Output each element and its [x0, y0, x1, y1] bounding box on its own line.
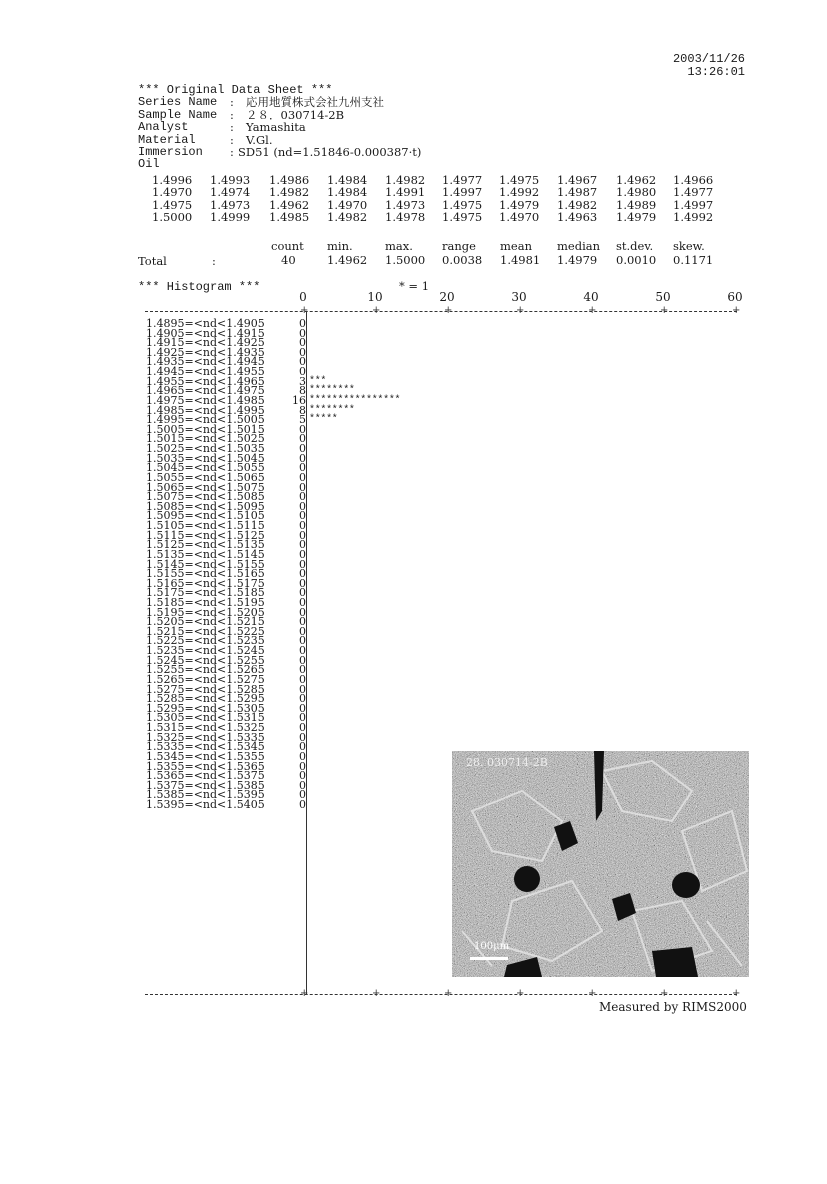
bin-count: 0 — [299, 586, 306, 600]
measurement-value: 1.4997 — [673, 197, 714, 212]
bin-count: 0 — [299, 567, 306, 581]
bin-count: 0 — [299, 461, 306, 475]
bin-count: 0 — [299, 798, 306, 811]
bin-label: 1.5265=<nd<1.5275 — [146, 672, 265, 686]
bin-count: 0 — [299, 682, 306, 696]
stat-header: count — [271, 239, 304, 253]
bin-label: 1.5275=<nd<1.5285 — [146, 682, 265, 696]
stat-header: range — [442, 239, 476, 253]
bin-label: 1.4925=<nd<1.4935 — [146, 345, 265, 359]
measurement-value: 1.4987 — [557, 185, 598, 200]
bin-label: 1.5185=<nd<1.5195 — [146, 595, 265, 609]
axis-tick-mark: + — [588, 305, 597, 316]
bin-count: 0 — [299, 769, 306, 783]
bin-count: 8 — [299, 384, 306, 398]
bin-count: 0 — [299, 576, 306, 590]
measurement-value: 1.4985 — [269, 209, 310, 224]
measurement-value: 1.4975 — [442, 209, 483, 224]
measurement-value: 1.4999 — [210, 209, 251, 224]
stat-header: median — [557, 239, 601, 253]
bin-label: 1.5145=<nd<1.5155 — [146, 557, 265, 571]
field-key: Analyst — [138, 120, 189, 135]
bin-label: 1.4935=<nd<1.4945 — [146, 355, 265, 369]
bin-label: 1.5285=<nd<1.5295 — [146, 692, 265, 706]
measurement-value: 1.4984 — [327, 185, 368, 200]
bin-count: 0 — [299, 422, 306, 436]
bin-count: 16 — [292, 393, 306, 407]
measurement-value: 1.4982 — [269, 185, 310, 200]
bin-count: 0 — [299, 509, 306, 523]
stat-value: 0.0010 — [616, 253, 657, 267]
bin-label: 1.5225=<nd<1.5235 — [146, 634, 265, 648]
measurement-value: 1.4975 — [499, 173, 540, 187]
measurement-value: 1.5000 — [152, 209, 193, 224]
bin-label: 1.4975=<nd<1.4985 — [146, 393, 265, 407]
axis-tick-mark: + — [516, 988, 525, 999]
bin-label: 1.5395=<nd<1.5405 — [146, 798, 265, 811]
measurement-value: 1.4977 — [673, 185, 714, 200]
bin-count: 0 — [299, 644, 306, 658]
bin-count: 0 — [299, 634, 306, 648]
measurement-value: 1.4975 — [442, 197, 483, 212]
field-analyst: Analyst : Yamashita — [138, 120, 306, 135]
bin-count: 0 — [299, 711, 306, 725]
bin-label: 1.5085=<nd<1.5095 — [146, 499, 265, 513]
measurement-value: 1.4989 — [616, 197, 657, 212]
bin-label: 1.4965=<nd<1.4975 — [146, 384, 265, 398]
measurement-value: 1.4970 — [499, 209, 540, 224]
bin-label: 1.5035=<nd<1.5045 — [146, 451, 265, 465]
bin-bar: ******** — [309, 385, 355, 397]
measurement-value: 1.4992 — [673, 209, 714, 224]
bin-count: 0 — [299, 365, 306, 379]
axis-tick-mark: + — [660, 988, 669, 999]
bin-count: 0 — [299, 615, 306, 629]
bin-label: 1.5295=<nd<1.5305 — [146, 701, 265, 715]
measurement-value: 1.4966 — [673, 173, 714, 187]
measurement-value: 1.4975 — [152, 197, 193, 212]
bin-count: 8 — [299, 403, 306, 417]
field-key: Series Name — [138, 95, 218, 110]
photo-caption: 28. 030714-2B — [466, 756, 548, 769]
axis-tick-mark: + — [372, 305, 381, 316]
bin-count: 0 — [299, 470, 306, 484]
bin-bar: *** — [309, 375, 327, 387]
bin-label: 1.5125=<nd<1.5135 — [146, 538, 265, 552]
measurement-value: 1.4973 — [385, 197, 426, 212]
stat-header: st.dev. — [616, 239, 654, 253]
bin-count: 0 — [299, 740, 306, 754]
bin-label: 1.5205=<nd<1.5215 — [146, 615, 265, 629]
bin-label: 1.5015=<nd<1.5025 — [146, 432, 265, 446]
bin-count: 0 — [299, 721, 306, 735]
bin-label: 1.4905=<nd<1.4915 — [146, 326, 265, 340]
bin-count: 0 — [299, 490, 306, 504]
stat-row-colon: : — [212, 254, 216, 268]
stat-header: skew. — [673, 239, 705, 253]
measurement-value: 1.4982 — [557, 197, 598, 212]
measurement-value: 1.4997 — [442, 185, 483, 200]
axis-tick-label: 30 — [511, 290, 527, 304]
axis-tick-mark: + — [732, 988, 741, 999]
field-value: V.Gl. — [246, 132, 273, 147]
bottom-rule — [145, 994, 737, 995]
bin-count: 0 — [299, 326, 306, 340]
stat-value: 0.0038 — [442, 253, 483, 267]
measurement-value: 1.4982 — [327, 209, 368, 224]
field-key: Immersion Oil — [138, 144, 203, 172]
bin-label: 1.5045=<nd<1.5055 — [146, 461, 265, 475]
bin-count: 0 — [299, 547, 306, 561]
bin-count: 0 — [299, 692, 306, 706]
stat-value: 1.5000 — [385, 253, 426, 267]
axis-tick-label: 10 — [367, 290, 383, 304]
measurement-value: 1.4979 — [616, 209, 657, 224]
bin-count: 0 — [299, 749, 306, 763]
axis-tick-mark: + — [444, 988, 453, 999]
field-key: Material — [138, 132, 196, 147]
bin-count: 0 — [299, 557, 306, 571]
axis-tick-mark: + — [732, 305, 741, 316]
bin-count: 5 — [299, 413, 306, 427]
histogram-scale-note: * = 1 — [399, 279, 430, 293]
bin-label: 1.5175=<nd<1.5185 — [146, 586, 265, 600]
stat-header: min. — [327, 239, 353, 253]
field-sample-name: Sample Name : ２８．030714-2B — [138, 107, 345, 122]
measurement-value: 1.4991 — [385, 185, 426, 200]
field-value: SD51 (nd=1.51846-0.000387·t) — [238, 144, 422, 159]
stat-header: mean — [500, 239, 532, 253]
axis-tick-label: 60 — [727, 290, 743, 304]
axis-tick-mark: + — [300, 305, 309, 316]
measurement-value: 1.4962 — [616, 173, 657, 187]
bin-count: 0 — [299, 759, 306, 773]
bin-label: 1.5335=<nd<1.5345 — [146, 740, 265, 754]
bin-label: 1.5105=<nd<1.5115 — [146, 519, 265, 533]
bin-label: 1.5325=<nd<1.5335 — [146, 730, 265, 744]
axis-tick-label: 20 — [439, 290, 455, 304]
measurement-value: 1.4963 — [557, 209, 598, 224]
measurement-value: 1.4979 — [499, 197, 540, 212]
bin-count: 0 — [299, 451, 306, 465]
bin-label: 1.4985=<nd<1.4995 — [146, 403, 265, 417]
bin-count: 0 — [299, 528, 306, 542]
field-value: Yamashita — [246, 120, 306, 135]
bin-count: 0 — [299, 653, 306, 667]
bin-label: 1.4915=<nd<1.4925 — [146, 336, 265, 350]
stat-value: 0.1171 — [673, 253, 714, 267]
measurement-value: 1.4982 — [385, 173, 426, 187]
bin-label: 1.5065=<nd<1.5075 — [146, 480, 265, 494]
measurement-value: 1.4980 — [616, 185, 657, 200]
stat-value: 1.4962 — [327, 253, 368, 267]
bin-count: 0 — [299, 672, 306, 686]
bin-label: 1.5135=<nd<1.5145 — [146, 547, 265, 561]
bin-count: 0 — [299, 605, 306, 619]
bin-label: 1.5075=<nd<1.5085 — [146, 490, 265, 504]
axis-tick-label: 0 — [299, 290, 307, 304]
measurement-value: 1.4996 — [152, 173, 193, 187]
report-time: 13:26:01 — [687, 65, 745, 79]
stat-row-label: Total — [138, 254, 167, 268]
sheet-title: *** Original Data Sheet *** — [138, 83, 333, 97]
bin-bar: **************** — [309, 394, 401, 406]
field-immersion-oil: Immersion Oil : SD51 (nd=1.51846-0.000387·t) — [138, 144, 422, 172]
micrograph-photo — [452, 751, 749, 977]
bin-count: 0 — [299, 538, 306, 552]
measurement-value: 1.4973 — [210, 197, 251, 212]
footer-note: Measured by RIMS2000 — [599, 1000, 747, 1014]
bin-label: 1.4895=<nd<1.4905 — [146, 317, 265, 330]
measurement-value: 1.4992 — [499, 185, 540, 200]
bin-label: 1.5365=<nd<1.5375 — [146, 769, 265, 783]
bin-count: 3 — [299, 374, 306, 388]
axis-tick-label: 40 — [583, 290, 599, 304]
bin-count: 0 — [299, 730, 306, 744]
field-material: Material : V.Gl. — [138, 132, 273, 147]
stat-header: max. — [385, 239, 413, 253]
field-key: Sample Name — [138, 107, 218, 122]
bin-count: 0 — [299, 519, 306, 533]
bin-label: 1.4945=<nd<1.4955 — [146, 365, 265, 379]
bin-label: 1.5195=<nd<1.5205 — [146, 605, 265, 619]
stat-value: 40 — [281, 253, 296, 267]
field-value: ２８．030714-2B — [246, 107, 345, 122]
bin-label: 1.5025=<nd<1.5035 — [146, 442, 265, 456]
photo-scale-label: 100μm — [474, 941, 510, 952]
measurement-value: 1.4977 — [442, 173, 483, 187]
measurement-value: 1.4962 — [269, 197, 310, 212]
bin-count: 0 — [299, 701, 306, 715]
bin-label: 1.5165=<nd<1.5175 — [146, 576, 265, 590]
axis-tick-label: 50 — [655, 290, 671, 304]
measurement-value: 1.4986 — [269, 173, 310, 187]
bin-count: 0 — [299, 788, 306, 802]
report-datetime — [673, 53, 745, 79]
bin-label: 1.5005=<nd<1.5015 — [146, 422, 265, 436]
bin-label: 1.5235=<nd<1.5245 — [146, 644, 265, 658]
bin-count: 0 — [299, 499, 306, 513]
bin-label: 1.5355=<nd<1.5365 — [146, 759, 265, 773]
axis-tick-mark: + — [372, 988, 381, 999]
bin-count: 0 — [299, 663, 306, 677]
measurement-value: 1.4970 — [152, 185, 193, 200]
axis-tick-mark: + — [660, 305, 669, 316]
bin-label: 1.5315=<nd<1.5325 — [146, 721, 265, 735]
bin-count: 0 — [299, 317, 306, 330]
bin-label: 1.5375=<nd<1.5385 — [146, 778, 265, 792]
bin-label: 1.4955=<nd<1.4965 — [146, 374, 265, 388]
measurement-value: 1.4984 — [327, 173, 368, 187]
axis-tick-mark: + — [516, 305, 525, 316]
top-rule — [145, 311, 737, 312]
bin-label: 1.5245=<nd<1.5255 — [146, 653, 265, 667]
measurement-value: 1.4993 — [210, 173, 251, 187]
field-series-name: Series Name : 応用地質株式会社九州支社 — [138, 95, 384, 110]
bin-label: 1.5095=<nd<1.5105 — [146, 509, 265, 523]
bin-label: 1.5055=<nd<1.5065 — [146, 470, 265, 484]
axis-tick-mark: + — [444, 305, 453, 316]
field-value: 応用地質株式会社九州支社 — [246, 95, 384, 110]
histogram-title: *** Histogram *** — [138, 280, 261, 294]
sheet-header — [138, 83, 422, 172]
measurement-value: 1.4970 — [327, 197, 368, 212]
bin-count: 0 — [299, 480, 306, 494]
bin-count: 0 — [299, 355, 306, 369]
bin-count: 0 — [299, 442, 306, 456]
axis-tick-mark: + — [588, 988, 597, 999]
bin-count: 0 — [299, 778, 306, 792]
bin-label: 1.5215=<nd<1.5225 — [146, 624, 265, 638]
axis-line — [306, 311, 307, 994]
bin-count: 0 — [299, 336, 306, 350]
bin-label: 1.5155=<nd<1.5165 — [146, 567, 265, 581]
measurement-value: 1.4978 — [385, 209, 426, 224]
bin-bar: ***** — [309, 414, 338, 426]
bin-label: 1.5305=<nd<1.5315 — [146, 711, 265, 725]
bin-label: 1.5115=<nd<1.5125 — [146, 528, 265, 542]
bin-count: 0 — [299, 624, 306, 638]
bin-count: 0 — [299, 595, 306, 609]
bin-label: 1.5385=<nd<1.5395 — [146, 788, 265, 802]
stat-value: 1.4981 — [500, 253, 541, 267]
bin-label: 1.5255=<nd<1.5265 — [146, 663, 265, 677]
bin-bar: ******** — [309, 404, 355, 416]
axis-tick-mark: + — [300, 988, 309, 999]
measurement-value: 1.4967 — [557, 173, 598, 187]
bin-count: 0 — [299, 345, 306, 359]
stat-value: 1.4979 — [557, 253, 598, 267]
bin-label: 1.4995=<nd<1.5005 — [146, 413, 265, 427]
bin-count: 0 — [299, 432, 306, 446]
measurement-value: 1.4974 — [210, 185, 251, 200]
report-date: 2003/11/26 — [672, 52, 745, 66]
bin-label: 1.5345=<nd<1.5355 — [146, 749, 265, 763]
